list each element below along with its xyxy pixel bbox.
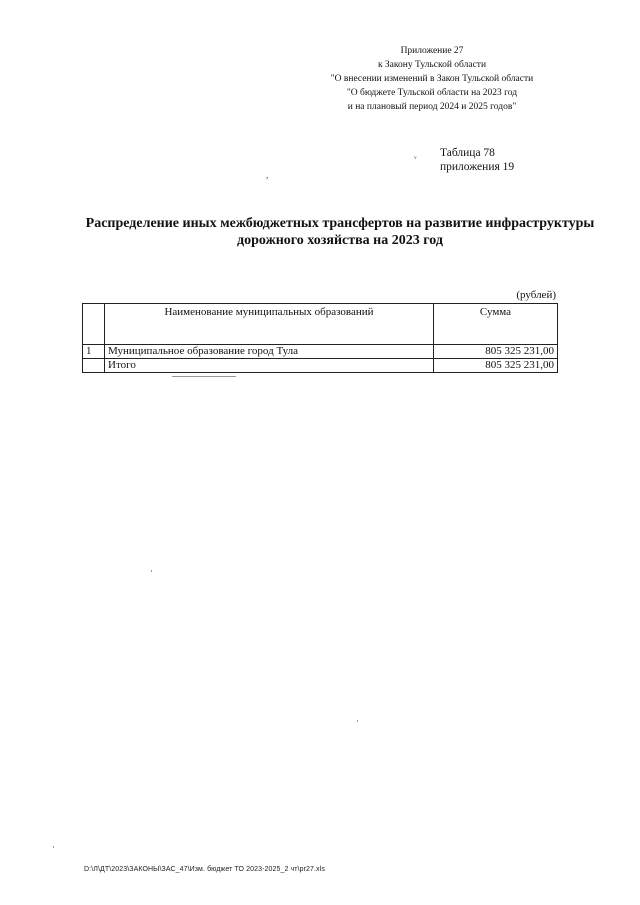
law-title-line-3: и на плановый период 2024 и 2025 годов"	[347, 102, 517, 112]
table-header-row	[83, 304, 558, 345]
table-row	[83, 345, 558, 359]
scan-mark: ·	[356, 716, 359, 726]
total-amount: 805 325 231,00	[434, 359, 558, 373]
total-label: Итого	[105, 359, 434, 373]
law-title-line-2: "О бюджете Тульской области на 2023 год	[346, 88, 518, 98]
appendix-number: Приложение 27	[400, 46, 464, 56]
row-number: 1	[83, 345, 105, 359]
scan-mark: ·	[52, 842, 55, 852]
law-reference: к Закону Тульской области	[377, 60, 487, 70]
scan-mark: ·	[150, 566, 153, 576]
scan-artifact-line	[172, 376, 236, 377]
table-reference	[440, 146, 514, 174]
header-number	[83, 304, 105, 345]
row-name: Муниципальное образование город Тула	[105, 345, 434, 359]
title-line-2: дорожного хозяйства на 2023 год	[237, 233, 443, 248]
transfers-table	[82, 303, 558, 373]
law-title-line-1: "О внесении изменений в Закон Тульской области	[330, 74, 534, 84]
scan-mark: ᵥ	[414, 150, 417, 160]
file-path-footer: D:\Л\ДТ\2023\ЗАКОНЫ\ЗАС_47\Изм. бюджет ТО 2023-2025_2 чт\pr27.xls	[84, 866, 325, 873]
row-amount: 805 325 231,00	[434, 345, 558, 359]
title-line-1: Распределение иных межбюджетных трансфертов на развитие инфраструктуры	[85, 216, 595, 231]
row-number	[83, 359, 105, 373]
unit-label: (рублей)	[516, 289, 556, 301]
table-appendix: приложения 19	[440, 161, 515, 173]
header-amount: Сумма	[434, 304, 558, 345]
scan-mark: ,	[266, 170, 269, 180]
table-number: Таблица 78	[440, 147, 495, 159]
header-name: Наименование муниципальных образований	[105, 304, 434, 345]
table-total-row	[83, 359, 558, 373]
appendix-header	[302, 44, 562, 114]
document-title	[60, 215, 620, 249]
